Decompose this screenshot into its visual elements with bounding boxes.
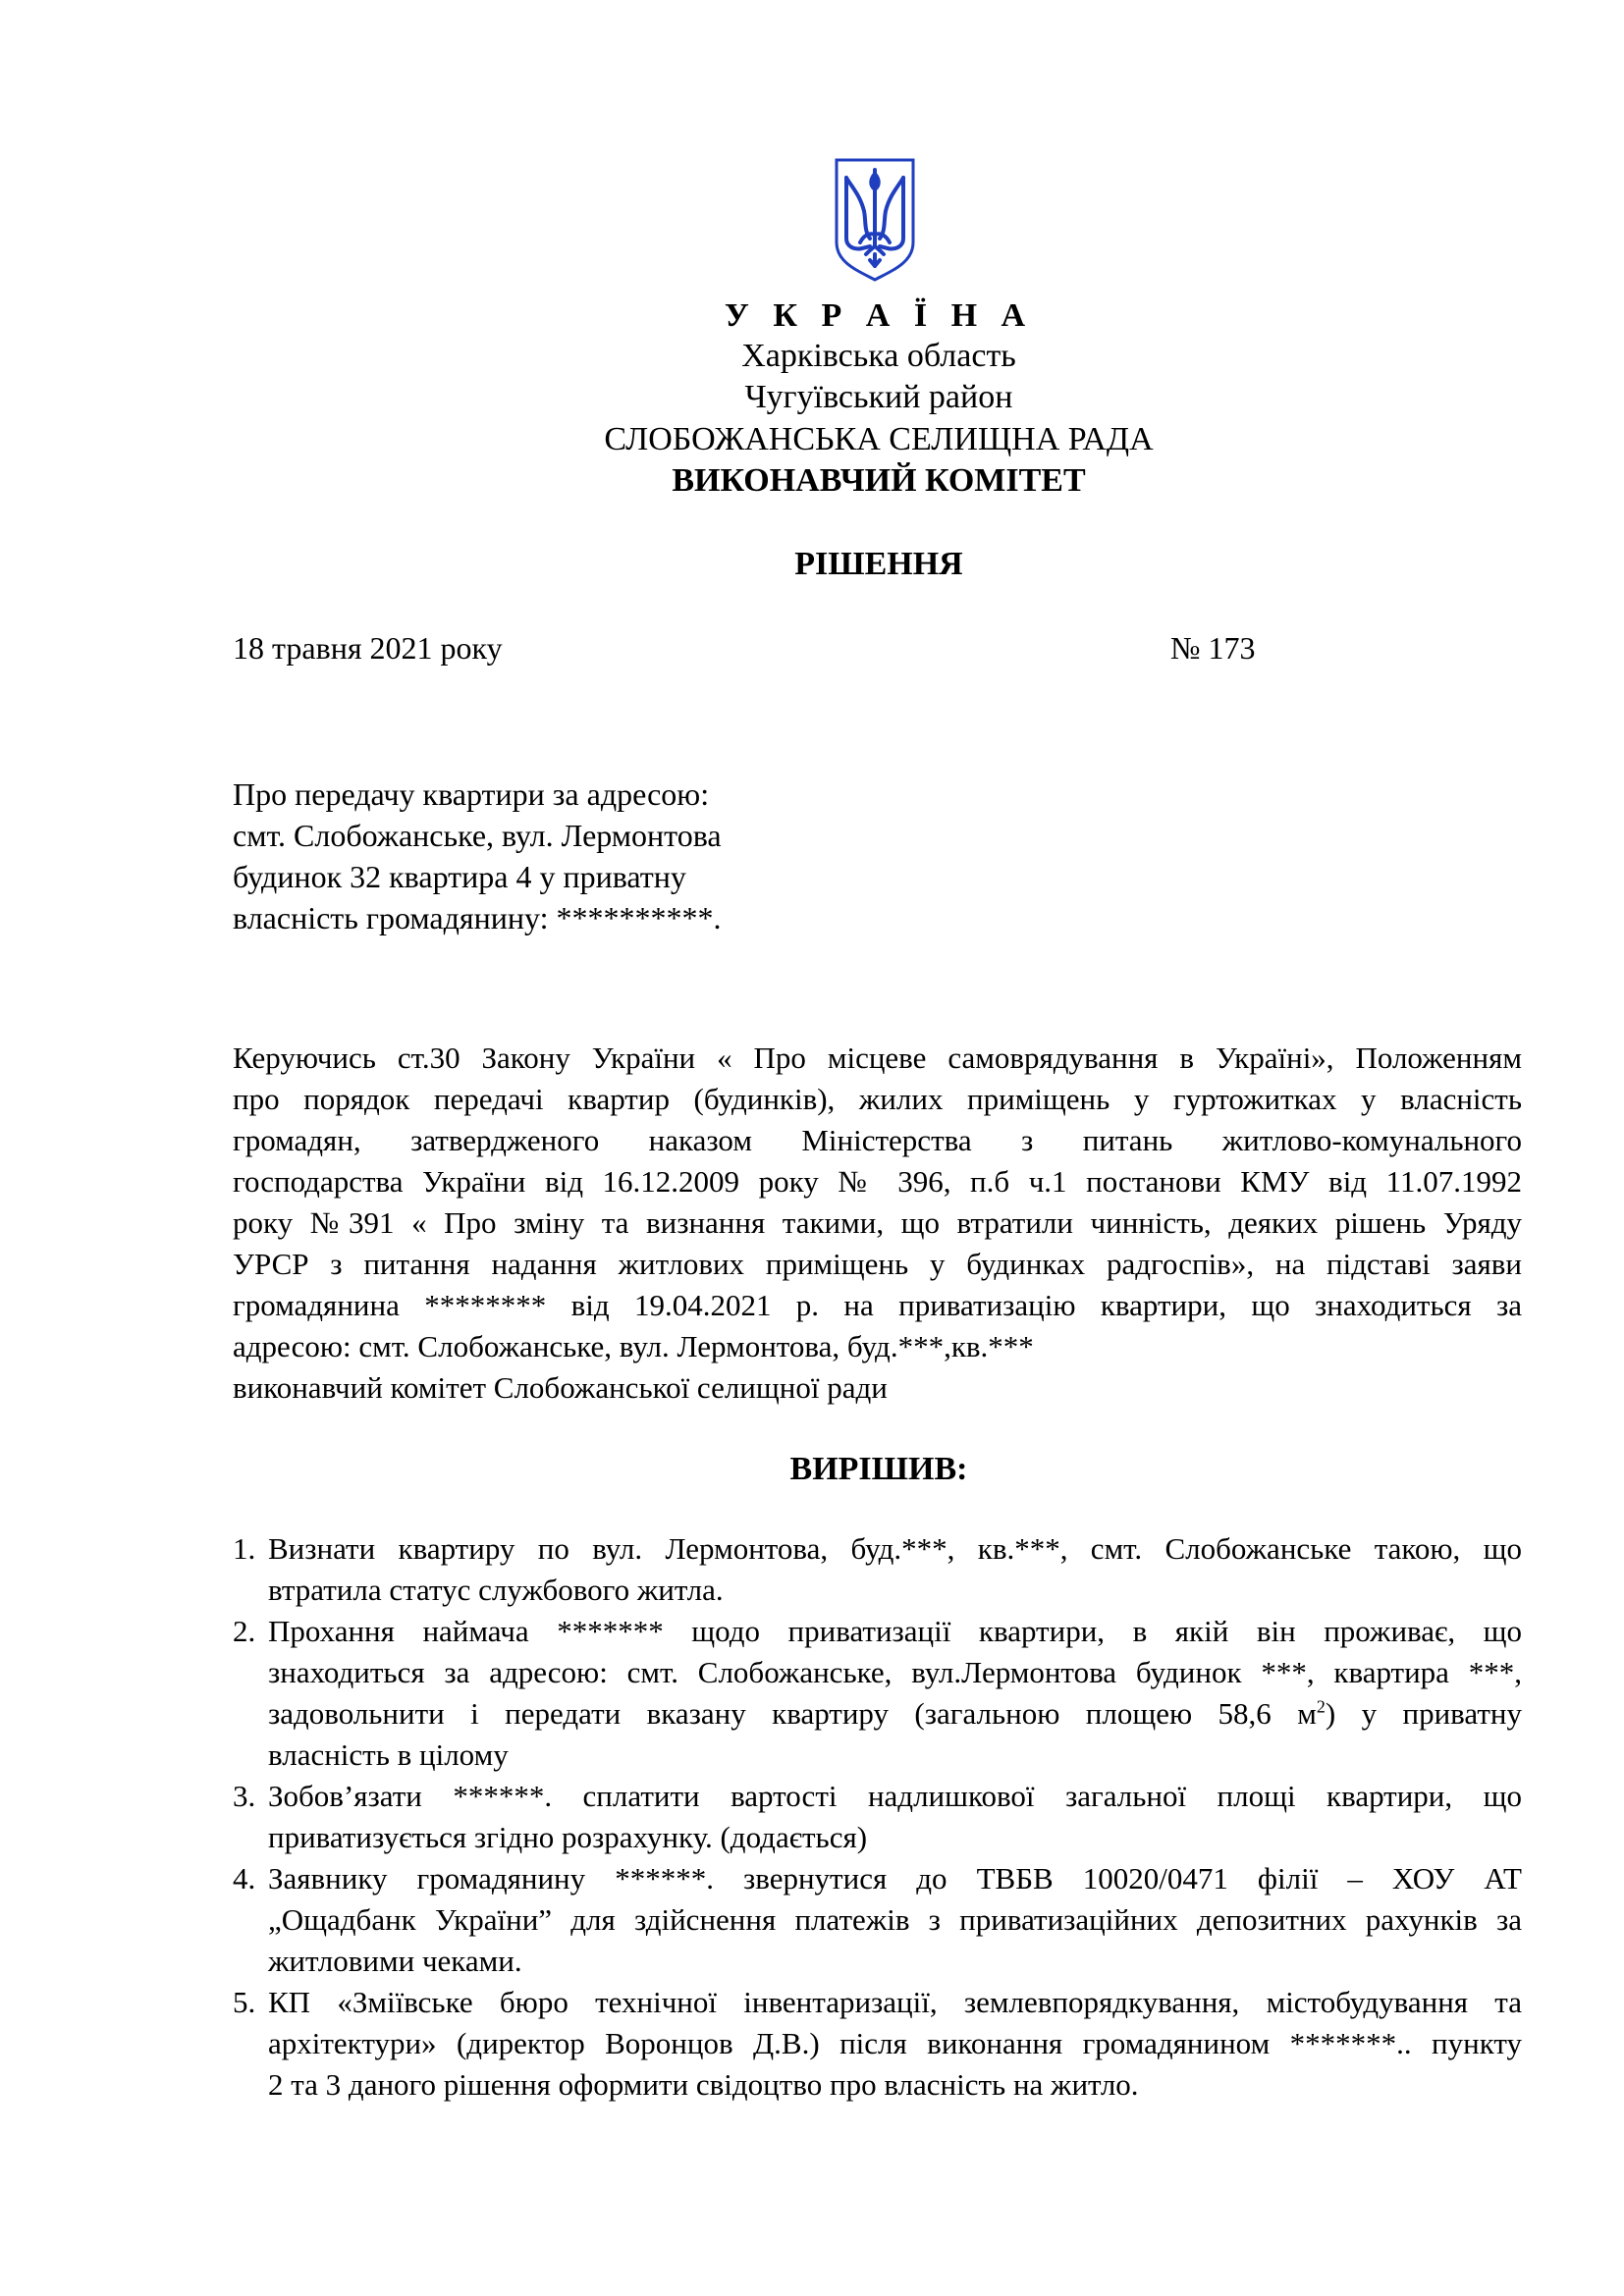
item-line: архітектури» (директор Воронцов Д.В.) після виконання громадянином *******.. пункту — [268, 2026, 1522, 2060]
ukraine-trident-icon — [831, 156, 919, 284]
item-line: втратила статус службового житла. — [268, 1573, 724, 1607]
district-name: Чугуївський район — [744, 379, 1013, 415]
decision-item — [233, 1982, 1522, 2106]
country-name: У К Р А Ї Н А — [724, 297, 1034, 334]
item-number: 3. — [233, 1779, 256, 1813]
preamble-line: Керуючись ст.30 Закону України « Про місцеве самоврядування в Україні», Положенням — [233, 1041, 1522, 1075]
subject-line: Про передачу квартири за адресою: — [233, 776, 710, 812]
item-line: Визнати квартиру по вул. Лермонтова, буд.***, кв.***, смт. Слобожанське такою, що — [268, 1531, 1522, 1566]
item-line: Прохання наймача ******* щодо приватизації квартири, в якій він проживає, що — [268, 1614, 1522, 1648]
decision-date: 18 травня 2021 року — [233, 630, 503, 666]
item-line: приватизується згідно розрахунку. (додається) — [268, 1820, 868, 1854]
decision-subject — [233, 774, 920, 938]
preamble-line: адресою: смт. Слобожанське, вул. Лермонтова, буд.***,кв.*** — [233, 1329, 1034, 1363]
item-line: Зобов’язати ******. сплатити вартості надлишкової загальної площі квартири, що — [268, 1779, 1522, 1813]
item-number: 5. — [233, 1985, 256, 2019]
preamble-paragraph — [233, 1038, 1522, 1409]
preamble-line: господарства України від 16.12.2009 року № 396, п.б ч.1 постанови КМУ від 11.07.1992 — [233, 1164, 1522, 1199]
preamble-line: виконавчий комітет Слобожанської селищної ради — [233, 1370, 888, 1405]
item-line: „Ощадбанк України” для здійснення платежів з приватизаційних депозитних рахунків за — [268, 1902, 1522, 1937]
decision-item — [233, 1858, 1522, 1982]
item-line: Заявнику громадянину ******. звернутися до ТВБВ 10020/0471 філії – ХОУ АТ — [268, 1861, 1522, 1896]
preamble-line: громадян, затвердженого наказом Міністерства з питань житлово-комунального — [233, 1123, 1522, 1157]
decision-item — [233, 1776, 1522, 1858]
committee-name: ВИКОНАВЧИЙ КОМІТЕТ — [672, 462, 1086, 499]
item-number: 4. — [233, 1861, 256, 1896]
item-line-text: задовольнити і передати вказану квартиру (загальною площею 58,6 м — [268, 1696, 1317, 1731]
item-number: 2. — [233, 1614, 256, 1648]
decided-heading: ВИРІШИВ: — [789, 1451, 968, 1487]
area-unit-superscript: 2 — [1316, 1696, 1326, 1717]
item-line: знаходиться за адресою: смт. Слобожанське, вул.Лермонтова будинок ***, квартира ***, — [268, 1655, 1522, 1689]
subject-line: власність громадянину: **********. — [233, 900, 722, 935]
item-line: власність в цілому — [268, 1737, 509, 1772]
region-name: Харківська область — [741, 338, 1016, 374]
council-name: СЛОБОЖАНСЬКА СЕЛИЩНА РАДА — [604, 421, 1154, 457]
item-line: 2 та 3 даного рішення оформити свідоцтво про власність на житло. — [268, 2067, 1139, 2102]
decision-number: № 173 — [1170, 630, 1256, 666]
preamble-line: року №391 « Про зміну та визнання такими, що втратили чинність, деяких рішень Уряду — [233, 1205, 1522, 1240]
item-line-with-superscript — [268, 1693, 1522, 1735]
decision-item — [233, 1611, 1522, 1776]
item-line-tail: ) у приватну — [1325, 1696, 1522, 1731]
document-type-title: РІШЕННЯ — [794, 546, 963, 582]
item-number: 1. — [233, 1531, 256, 1566]
item-line: житловими чеками. — [268, 1944, 522, 1978]
preamble-line: громадянина ******** від 19.04.2021 р. на приватизацію квартири, що знаходиться за — [233, 1288, 1522, 1322]
subject-line: смт. Слобожанське, вул. Лермонтова — [233, 818, 722, 853]
subject-line: будинок 32 квартира 4 у приватну — [233, 859, 686, 894]
decision-item — [233, 1528, 1522, 1611]
preamble-line: УРСР з питання надання житлових приміщень у будинках радгоспів», на підставі заяви — [233, 1247, 1522, 1281]
preamble-line: про порядок передачі квартир (будинків), жилих приміщень у гуртожитках у власність — [233, 1082, 1522, 1116]
decision-items-list — [233, 1528, 1522, 2106]
item-line: КП «Зміївське бюро технічної інвентаризації, землевпорядкування, містобудування та — [268, 1985, 1522, 2019]
